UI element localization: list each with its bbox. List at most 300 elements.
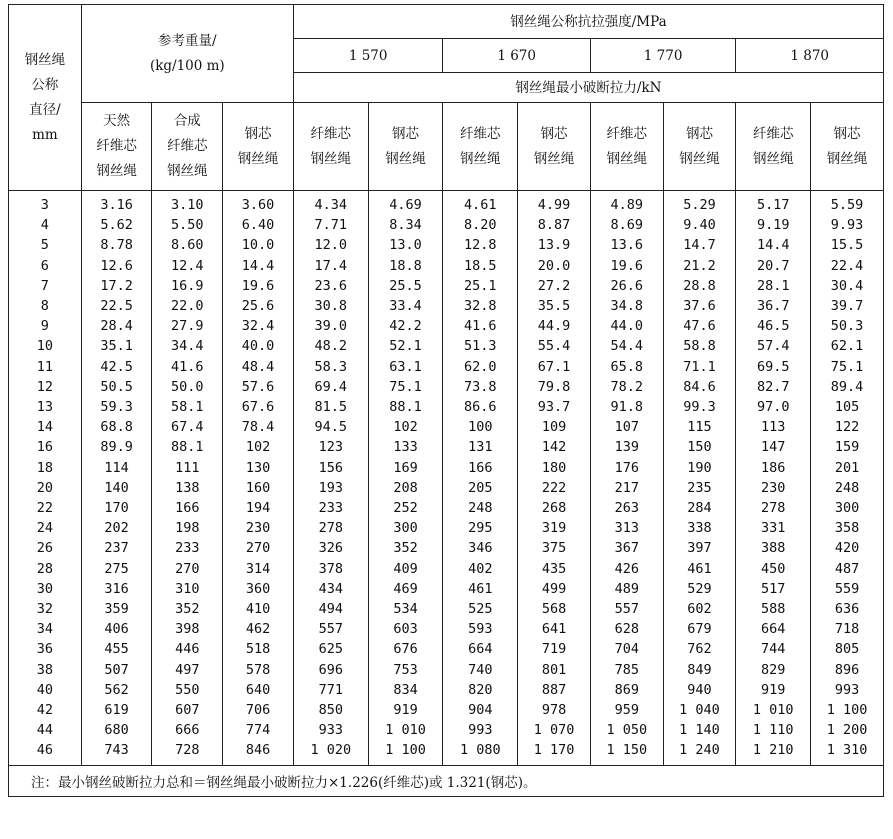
weight-col-steel-core: 钢芯 钢丝绳 [223,103,294,191]
table-cell: 13.9 [518,235,591,255]
table-cell: 20.0 [518,256,591,276]
table-cell: 59.3 [81,397,152,417]
diameter-cell: 6 [9,256,82,276]
table-cell: 849 [663,660,736,680]
table-cell: 81.5 [293,397,368,417]
table-cell: 4.69 [368,191,443,216]
table-cell: 42.5 [81,357,152,377]
table-cell: 1 150 [590,740,663,765]
table-cell: 142 [518,437,591,457]
table-cell: 434 [293,579,368,599]
table-cell: 32.8 [443,296,518,316]
table-cell: 48.2 [293,336,368,356]
table-cell: 367 [590,538,663,558]
table-cell: 217 [590,478,663,498]
table-cell: 111 [152,458,223,478]
diameter-cell: 11 [9,357,82,377]
diameter-cell: 22 [9,498,82,518]
table-cell: 1 100 [368,740,443,765]
table-cell: 33.4 [368,296,443,316]
table-cell: 497 [152,660,223,680]
table-cell: 607 [152,700,223,720]
table-cell: 359 [81,599,152,619]
table-cell: 28.4 [81,316,152,336]
table-cell: 109 [518,417,591,437]
table-cell: 517 [736,579,811,599]
table-cell: 4.99 [518,191,591,216]
table-cell: 640 [223,680,294,700]
table-cell: 706 [223,700,294,720]
table-cell: 102 [223,437,294,457]
diameter-cell: 12 [9,377,82,397]
table-cell: 35.5 [518,296,591,316]
table-cell: 5.59 [811,191,884,216]
table-cell: 230 [736,478,811,498]
table-cell: 54.4 [590,336,663,356]
table-cell: 557 [293,619,368,639]
table-cell: 435 [518,559,591,579]
table-cell: 1 010 [368,720,443,740]
table-row [9,458,884,478]
table-cell: 1 240 [663,740,736,765]
table-cell: 959 [590,700,663,720]
table-cell: 166 [152,498,223,518]
table-cell: 89.9 [81,437,152,457]
table-cell: 62.0 [443,357,518,377]
table-cell: 14.4 [736,235,811,255]
table-cell: 131 [443,437,518,457]
table-cell: 744 [736,639,811,659]
table-cell: 525 [443,599,518,619]
table-cell: 1 200 [811,720,884,740]
table-cell: 704 [590,639,663,659]
table-cell: 801 [518,660,591,680]
table-cell: 6.40 [223,215,294,235]
table-row [9,417,884,437]
table-row [9,276,884,296]
table-cell: 450 [736,559,811,579]
table-cell: 1 070 [518,720,591,740]
table-cell: 50.0 [152,377,223,397]
diameter-cell: 30 [9,579,82,599]
table-cell: 130 [223,458,294,478]
table-cell: 426 [590,559,663,579]
table-cell: 25.6 [223,296,294,316]
table-cell: 9.19 [736,215,811,235]
diameter-cell: 32 [9,599,82,619]
weight-header: 参考重量/ (kg/100 m) [81,5,293,103]
table-row [9,296,884,316]
table-cell: 12.4 [152,256,223,276]
table-cell: 17.2 [81,276,152,296]
table-cell: 160 [223,478,294,498]
table-cell: 628 [590,619,663,639]
table-cell: 588 [736,599,811,619]
table-cell: 193 [293,478,368,498]
table-cell: 978 [518,700,591,720]
table-cell: 4.89 [590,191,663,216]
table-cell: 940 [663,680,736,700]
table-cell: 69.5 [736,357,811,377]
table-row [9,599,884,619]
table-cell: 679 [663,619,736,639]
table-row [9,215,884,235]
force-col-header: 纤维芯 钢丝绳 [590,103,663,191]
table-cell: 97.0 [736,397,811,417]
table-cell: 102 [368,417,443,437]
table-cell: 19.6 [590,256,663,276]
force-col-header: 纤维芯 钢丝绳 [293,103,368,191]
table-cell: 139 [590,437,663,457]
table-cell: 331 [736,518,811,538]
diameter-cell: 42 [9,700,82,720]
table-cell: 22.4 [811,256,884,276]
table-cell: 93.7 [518,397,591,417]
diameter-cell: 7 [9,276,82,296]
table-cell: 252 [368,498,443,518]
table-cell: 4.34 [293,191,368,216]
table-cell: 99.3 [663,397,736,417]
table-cell: 568 [518,599,591,619]
diameter-cell: 26 [9,538,82,558]
table-cell: 202 [81,518,152,538]
table-cell: 388 [736,538,811,558]
force-col-header: 纤维芯 钢丝绳 [443,103,518,191]
diameter-header: 钢丝绳 公称 直径/ mm [9,5,82,191]
table-cell: 378 [293,559,368,579]
table-cell: 5.50 [152,215,223,235]
table-cell: 36.7 [736,296,811,316]
table-cell: 55.4 [518,336,591,356]
table-cell: 67.4 [152,417,223,437]
table-cell: 208 [368,478,443,498]
table-cell: 8.78 [81,235,152,255]
table-cell: 28.1 [736,276,811,296]
table-cell: 248 [811,478,884,498]
table-cell: 314 [223,559,294,579]
table-cell: 52.1 [368,336,443,356]
table-row [9,397,884,417]
table-cell: 402 [443,559,518,579]
table-row [9,498,884,518]
table-cell: 316 [81,579,152,599]
table-cell: 107 [590,417,663,437]
table-cell: 7.71 [293,215,368,235]
table-cell: 78.4 [223,417,294,437]
table-cell: 37.6 [663,296,736,316]
table-cell: 79.8 [518,377,591,397]
table-cell: 12.6 [81,256,152,276]
table-cell: 664 [736,619,811,639]
table-cell: 73.8 [443,377,518,397]
table-cell: 805 [811,639,884,659]
table-cell: 641 [518,619,591,639]
table-cell: 65.8 [590,357,663,377]
table-note: 注：最小钢丝破断拉力总和＝钢丝绳最小破断拉力×1.226(纤维芯)或 1.321(钢芯)。 [9,765,884,796]
table-row [9,700,884,720]
table-cell: 461 [663,559,736,579]
table-cell: 410 [223,599,294,619]
table-cell: 602 [663,599,736,619]
table-cell: 398 [152,619,223,639]
table-cell: 23.6 [293,276,368,296]
table-cell: 235 [663,478,736,498]
table-cell: 71.1 [663,357,736,377]
table-cell: 14.4 [223,256,294,276]
table-cell: 1 210 [736,740,811,765]
table-cell: 406 [81,619,152,639]
table-cell: 284 [663,498,736,518]
table-cell: 19.6 [223,276,294,296]
diameter-cell: 5 [9,235,82,255]
diameter-cell: 28 [9,559,82,579]
table-cell: 1 310 [811,740,884,765]
table-cell: 3.60 [223,191,294,216]
table-cell: 39.0 [293,316,368,336]
grade-1870: 1 870 [736,39,884,73]
diameter-cell: 20 [9,478,82,498]
wire-rope-table [8,4,884,797]
table-cell: 358 [811,518,884,538]
table-row [9,191,884,216]
table-cell: 94.5 [293,417,368,437]
table-row [9,357,884,377]
table-cell: 25.1 [443,276,518,296]
table-cell: 69.4 [293,377,368,397]
table-row [9,377,884,397]
table-cell: 462 [223,619,294,639]
table-cell: 100 [443,417,518,437]
table-cell: 156 [293,458,368,478]
table-cell: 8.87 [518,215,591,235]
table-cell: 489 [590,579,663,599]
table-cell: 295 [443,518,518,538]
table-cell: 22.0 [152,296,223,316]
table-row [9,579,884,599]
table-row [9,720,884,740]
table-cell: 41.6 [443,316,518,336]
table-cell: 1 110 [736,720,811,740]
table-cell: 664 [443,639,518,659]
table-cell: 3.16 [81,191,152,216]
table-cell: 5.17 [736,191,811,216]
table-body [9,191,884,766]
table-cell: 469 [368,579,443,599]
table-cell: 166 [443,458,518,478]
table-cell: 919 [368,700,443,720]
table-cell: 534 [368,599,443,619]
table-row [9,256,884,276]
table-cell: 170 [81,498,152,518]
table-cell: 35.1 [81,336,152,356]
table-cell: 360 [223,579,294,599]
table-cell: 13.6 [590,235,663,255]
table-cell: 487 [811,559,884,579]
diameter-cell: 14 [9,417,82,437]
table-cell: 16.9 [152,276,223,296]
diameter-cell: 36 [9,639,82,659]
table-cell: 190 [663,458,736,478]
grade-1670: 1 670 [443,39,590,73]
weight-col-synthetic-fiber: 合成 纤维芯 钢丝绳 [152,103,223,191]
table-cell: 13.0 [368,235,443,255]
table-cell: 34.4 [152,336,223,356]
table-cell: 1 010 [736,700,811,720]
table-cell: 529 [663,579,736,599]
table-cell: 8.69 [590,215,663,235]
diameter-cell: 24 [9,518,82,538]
table-row [9,336,884,356]
table-cell: 138 [152,478,223,498]
table-cell: 14.7 [663,235,736,255]
table-cell: 696 [293,660,368,680]
table-cell: 233 [293,498,368,518]
table-cell: 201 [811,458,884,478]
table-cell: 507 [81,660,152,680]
table-cell: 850 [293,700,368,720]
table-cell: 562 [81,680,152,700]
table-cell: 933 [293,720,368,740]
table-cell: 205 [443,478,518,498]
table-cell: 263 [590,498,663,518]
table-cell: 352 [152,599,223,619]
table-cell: 1 170 [518,740,591,765]
table-cell: 559 [811,579,884,599]
table-cell: 32.4 [223,316,294,336]
table-cell: 771 [293,680,368,700]
table-cell: 5.29 [663,191,736,216]
table-cell: 455 [81,639,152,659]
table-row [9,740,884,765]
table-cell: 248 [443,498,518,518]
table-cell: 869 [590,680,663,700]
diameter-cell: 8 [9,296,82,316]
table-row [9,437,884,457]
table-cell: 18.5 [443,256,518,276]
table-cell: 150 [663,437,736,457]
table-cell: 1 080 [443,740,518,765]
table-cell: 718 [811,619,884,639]
table-cell: 41.6 [152,357,223,377]
table-cell: 84.6 [663,377,736,397]
table-cell: 10.0 [223,235,294,255]
table-cell: 5.62 [81,215,152,235]
table-cell: 636 [811,599,884,619]
table-cell: 8.20 [443,215,518,235]
table-cell: 63.1 [368,357,443,377]
diameter-cell: 46 [9,740,82,765]
table-row [9,619,884,639]
table-cell: 58.8 [663,336,736,356]
table-cell: 50.5 [81,377,152,397]
table-cell: 1 020 [293,740,368,765]
table-cell: 78.2 [590,377,663,397]
table-cell: 15.5 [811,235,884,255]
table-cell: 278 [293,518,368,538]
table-cell: 518 [223,639,294,659]
table-row [9,316,884,336]
table-cell: 237 [81,538,152,558]
table-cell: 499 [518,579,591,599]
table-cell: 578 [223,660,294,680]
table-cell: 176 [590,458,663,478]
table-cell: 89.4 [811,377,884,397]
table-cell: 46.5 [736,316,811,336]
table-cell: 12.8 [443,235,518,255]
diameter-cell: 18 [9,458,82,478]
table-cell: 397 [663,538,736,558]
table-cell: 1 050 [590,720,663,740]
diameter-cell: 44 [9,720,82,740]
table-cell: 39.7 [811,296,884,316]
table-cell: 18.8 [368,256,443,276]
weight-col-natural-fiber: 天然 纤维芯 钢丝绳 [81,103,152,191]
table-header [9,5,884,191]
table-cell: 44.0 [590,316,663,336]
table-cell: 820 [443,680,518,700]
table-cell: 550 [152,680,223,700]
table-cell: 34.8 [590,296,663,316]
table-cell: 9.40 [663,215,736,235]
table-cell: 375 [518,538,591,558]
table-cell: 20.7 [736,256,811,276]
table-cell: 275 [81,559,152,579]
table-cell: 122 [811,417,884,437]
table-cell: 300 [368,518,443,538]
force-col-header: 钢芯 钢丝绳 [518,103,591,191]
diameter-cell: 16 [9,437,82,457]
table-cell: 834 [368,680,443,700]
table-cell: 1 040 [663,700,736,720]
table-cell: 993 [443,720,518,740]
table-cell: 30.8 [293,296,368,316]
table-cell: 270 [152,559,223,579]
table-cell: 198 [152,518,223,538]
table-cell: 420 [811,538,884,558]
table-cell: 58.1 [152,397,223,417]
diameter-cell: 13 [9,397,82,417]
table-cell: 51.3 [443,336,518,356]
diameter-cell: 40 [9,680,82,700]
table-cell: 785 [590,660,663,680]
table-cell: 270 [223,538,294,558]
table-row [9,660,884,680]
table-cell: 728 [152,740,223,765]
table-cell: 159 [811,437,884,457]
table-cell: 313 [590,518,663,538]
table-cell: 494 [293,599,368,619]
table-cell: 88.1 [368,397,443,417]
table-cell: 222 [518,478,591,498]
table-cell: 47.6 [663,316,736,336]
table-cell: 409 [368,559,443,579]
force-col-header: 钢芯 钢丝绳 [811,103,884,191]
table-cell: 233 [152,538,223,558]
table-cell: 28.8 [663,276,736,296]
table-cell: 846 [223,740,294,765]
table-cell: 147 [736,437,811,457]
table-cell: 12.0 [293,235,368,255]
table-cell: 44.9 [518,316,591,336]
table-cell: 22.5 [81,296,152,316]
table-cell: 666 [152,720,223,740]
table-cell: 230 [223,518,294,538]
table-cell: 829 [736,660,811,680]
table-cell: 3.10 [152,191,223,216]
table-cell: 180 [518,458,591,478]
table-cell: 68.8 [81,417,152,437]
table-cell: 300 [811,498,884,518]
